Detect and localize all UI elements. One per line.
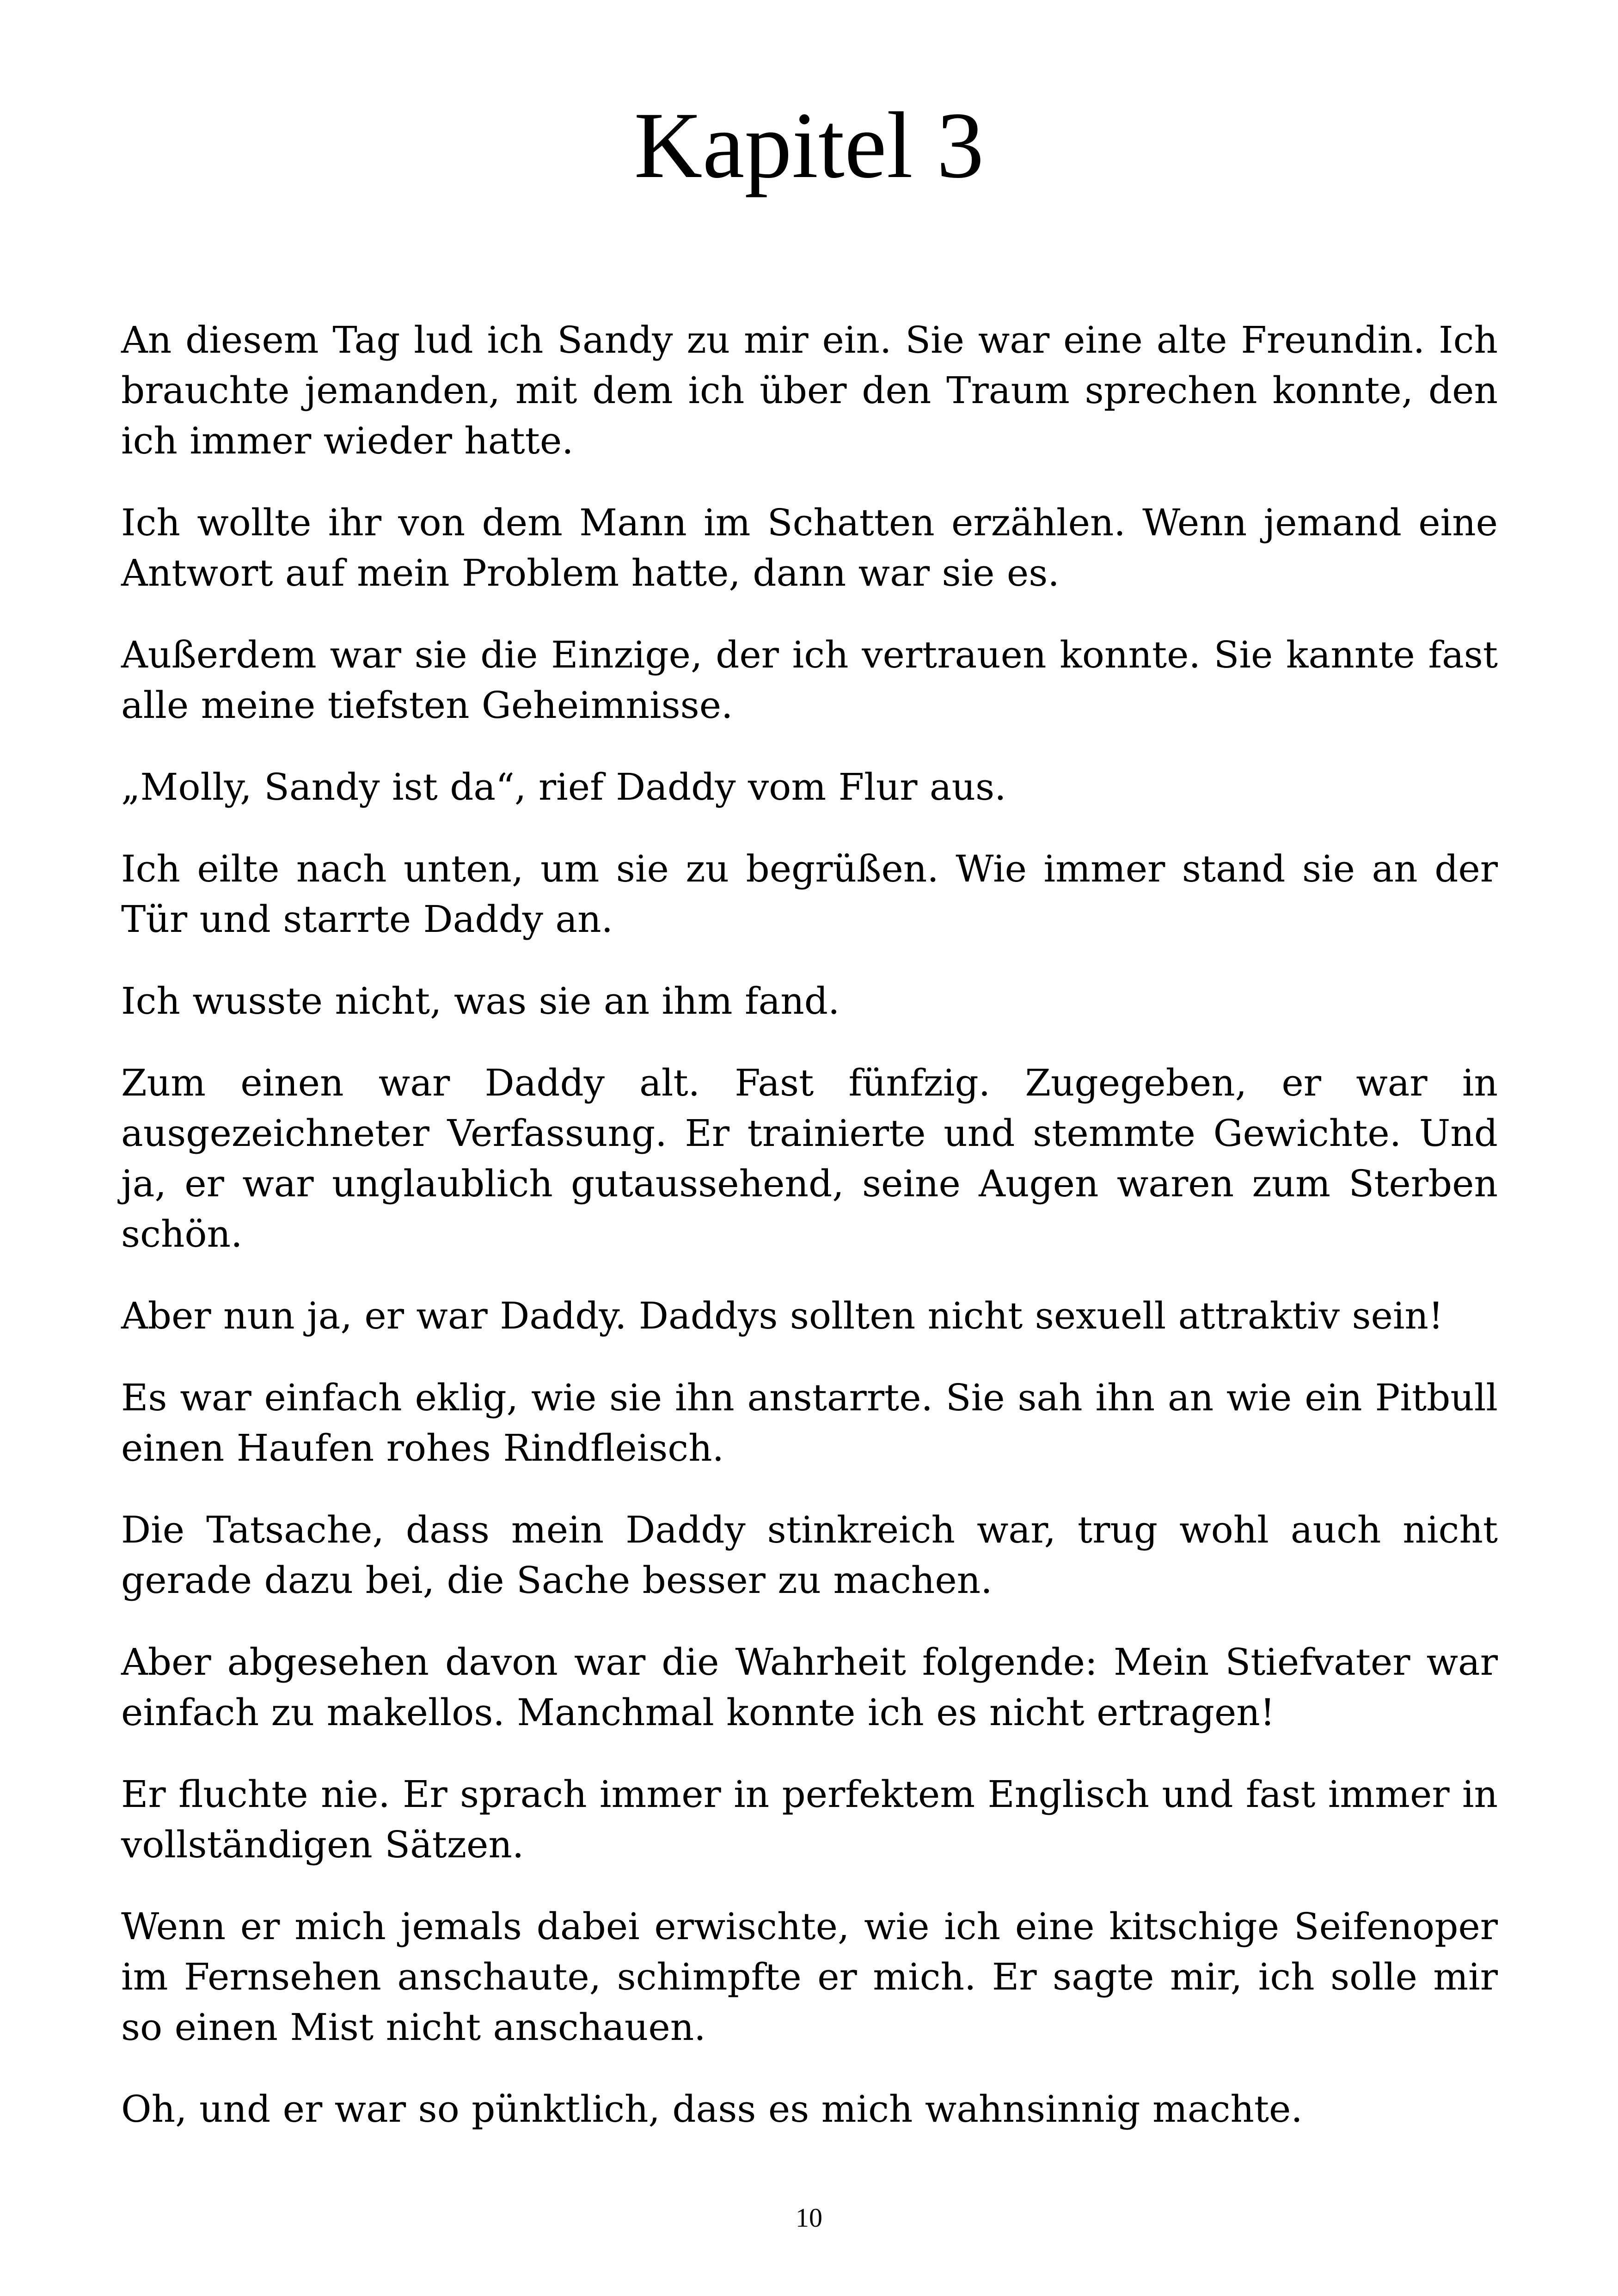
paragraph: Ich wusste nicht, was sie an ihm fand. xyxy=(121,980,840,1022)
chapter-body xyxy=(121,315,1498,2166)
paragraph: Zum einen war Daddy alt. Fast fünfzig. Zugegeben, er war in ausgezeichneter Verfassung. Er trainierte und stemmte Gewichte. Und ja, er war unglaublich gutaussehend, seine Augen waren zum Sterben schön. xyxy=(121,1061,1498,1255)
paragraph: Wenn er mich jemals dabei erwischte, wie ich eine kitschige Seifenoper im Fernsehen anschaute, schimpfte er mich. Er sagte mir, ich solle mir so einen Mist nicht anschauen. xyxy=(121,1905,1498,2049)
paragraph: Aber abgesehen davon war die Wahrheit folgende: Mein Stiefvater war einfach zu makellos. Manchmal konnte ich es nicht ertragen! xyxy=(121,1641,1498,1734)
page-number: 10 xyxy=(796,2203,822,2233)
paragraph: Die Tatsache, dass mein Daddy stinkreich war, trug wohl auch nicht gerade dazu bei, die Sache besser zu machen. xyxy=(121,1508,1498,1602)
paragraph: Er fluchte nie. Er sprach immer in perfektem Englisch und fast immer in vollständigen Sätzen. xyxy=(121,1773,1498,1866)
paragraph: Ich eilte nach unten, um sie zu begrüßen. Wie immer stand sie an der Tür und starrte Daddy an. xyxy=(121,847,1498,941)
chapter-title: Kapitel 3 xyxy=(634,93,984,198)
paragraph: Außerdem war sie die Einzige, der ich vertrauen konnte. Sie kannte fast alle meine tiefsten Geheimnisse. xyxy=(121,633,1498,727)
paragraph: An diesem Tag lud ich Sandy zu mir ein. Sie war eine alte Freundin. Ich brauchte jemanden, mit dem ich über den Traum sprechen konnte, den ich immer wieder hatte. xyxy=(121,318,1498,462)
paragraph: „Molly, Sandy ist da“, rief Daddy vom Flur aus. xyxy=(121,765,1006,808)
paragraph: Oh, und er war so pünktlich, dass es mich wahnsinnig machte. xyxy=(121,2088,1303,2131)
paragraph: Ich wollte ihr von dem Mann im Schatten erzählen. Wenn jemand eine Antwort auf mein Problem hatte, dann war sie es. xyxy=(121,501,1498,594)
paragraph: Aber nun ja, er war Daddy. Daddys sollten nicht sexuell attraktiv sein! xyxy=(121,1294,1444,1337)
paragraph: Es war einfach eklig, wie sie ihn anstarrte. Sie sah ihn an wie ein Pitbull einen Haufen rohes Rindfleisch. xyxy=(121,1376,1498,1469)
